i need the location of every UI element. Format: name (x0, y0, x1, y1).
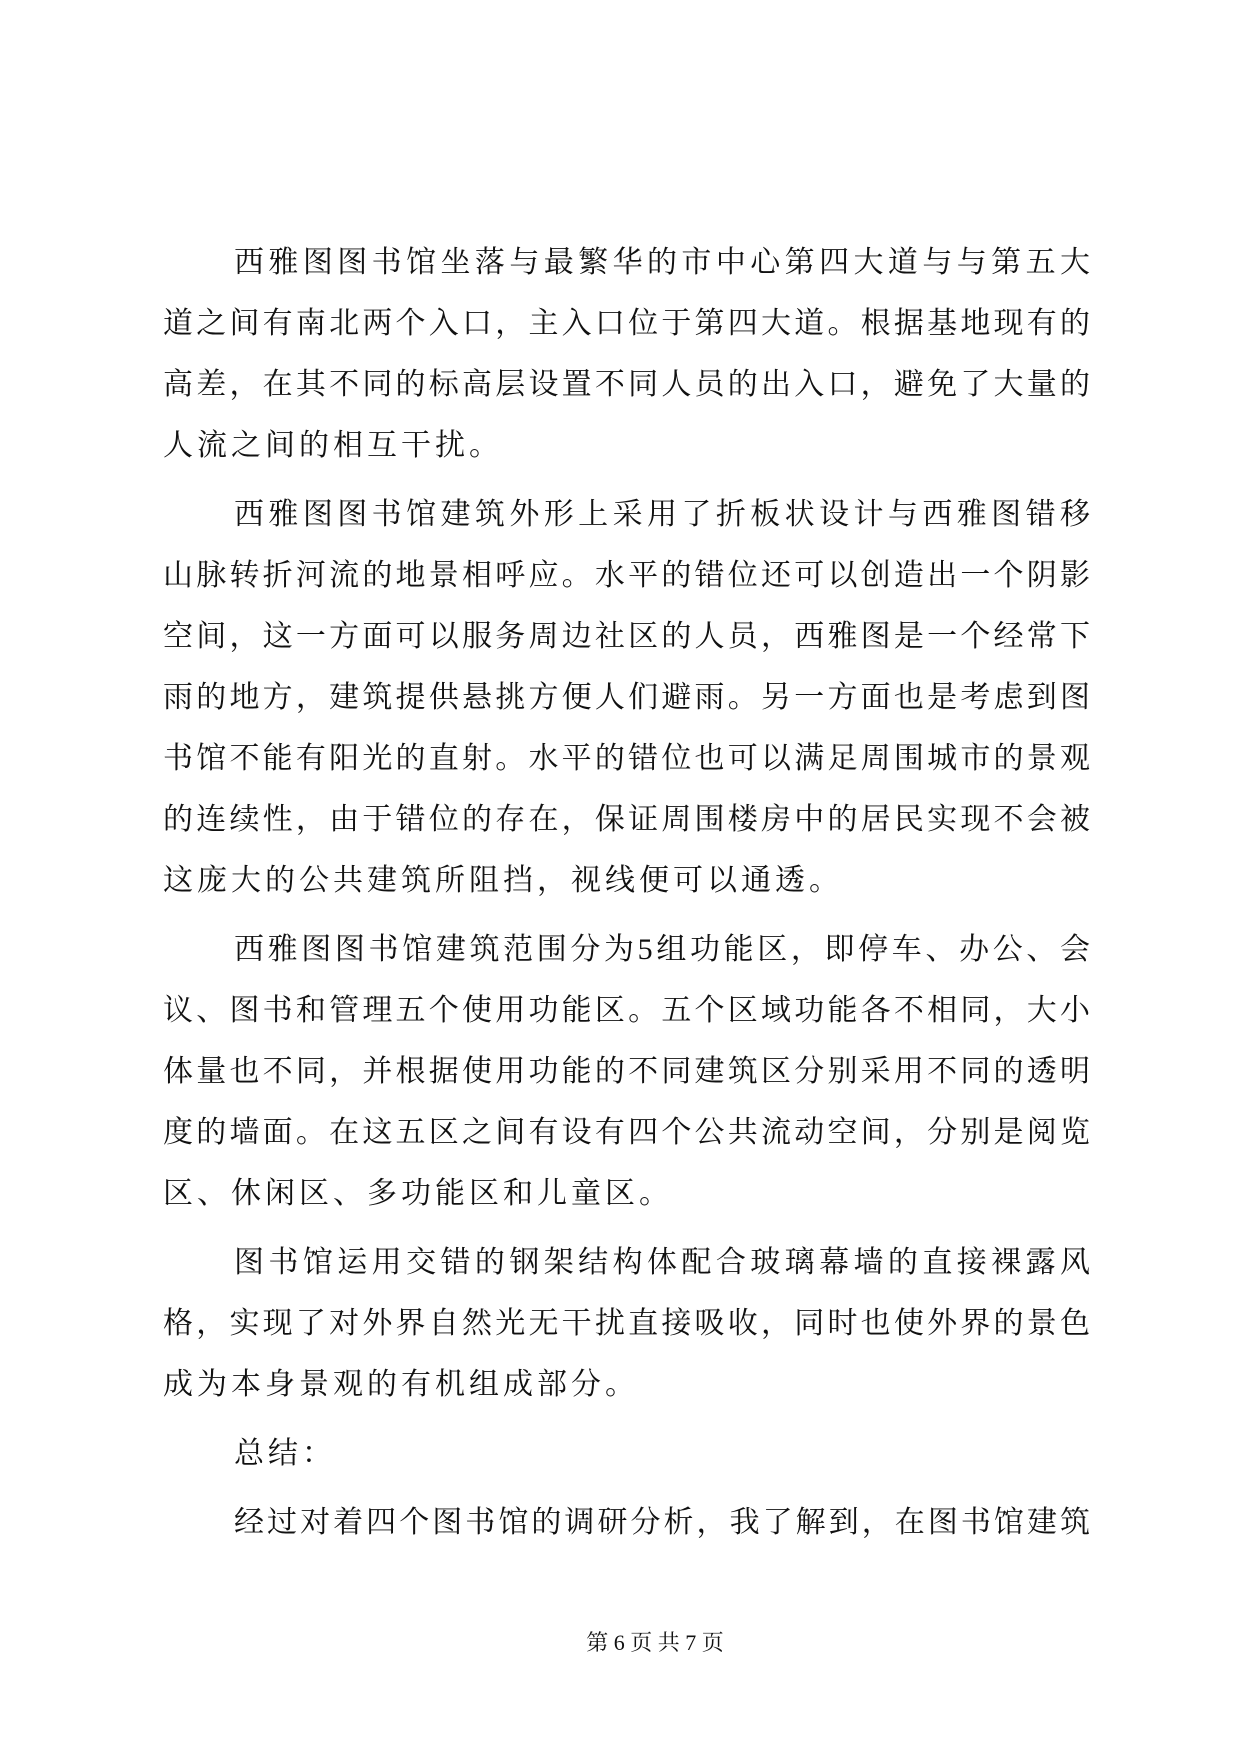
text-line: 图书馆运用交错的钢架结构体配合玻璃幕墙的直接裸露风 (234, 1246, 1090, 1279)
text-line: 这庞大的公共建筑所阻挡，视线便可以通透。 (163, 864, 843, 897)
section-heading (163, 1423, 1090, 1484)
text-line: 书馆不能有阳光的直射。水平的错位也可以满足周围城市的景观 (163, 742, 1090, 775)
text-line: 空间，这一方面可以服务周边社区的人员，西雅图是一个经常下 (163, 620, 1090, 653)
text-line: 议、图书和管理五个使用功能区。五个区域功能各不相同，大小 (163, 994, 1090, 1027)
paragraph (163, 484, 1090, 911)
text-line: 道之间有南北两个入口，主入口位于第四大道。根据基地现有的 (163, 307, 1090, 340)
text-line: 成为本身景观的有机组成部分。 (163, 1368, 639, 1401)
page-footer: 第 6 页 共 7 页 (586, 1630, 724, 1655)
text-line: 区、休闲区、多功能区和儿童区。 (163, 1177, 673, 1210)
text-line: 的连续性，由于错位的存在，保证周围楼房中的居民实现不会被 (163, 803, 1090, 836)
text-line: 格，实现了对外界自然光无干扰直接吸收，同时也使外界的景色 (163, 1307, 1090, 1340)
document-body (163, 232, 1090, 1561)
text-line: 雨的地方，建筑提供悬挑方便人们避雨。另一方面也是考虑到图 (163, 681, 1090, 714)
text-line: 高差，在其不同的标高层设置不同人员的出入口，避免了大量的 (163, 368, 1090, 401)
text-line: 山脉转折河流的地景相呼应。水平的错位还可以创造出一个阴影 (163, 559, 1090, 592)
text-line: 度的墙面。在这五区之间有设有四个公共流动空间，分别是阅览 (163, 1116, 1090, 1149)
paragraph (163, 232, 1090, 476)
text-line: 经过对着四个图书馆的调研分析，我了解到，在图书馆建筑 (234, 1506, 1090, 1539)
summary-heading: 总结： (234, 1437, 336, 1470)
paragraph (163, 1232, 1090, 1415)
text-line: 西雅图图书馆建筑外形上采用了折板状设计与西雅图错移 (234, 498, 1090, 531)
paragraph (163, 1492, 1090, 1553)
text-line: 体量也不同，并根据使用功能的不同建筑区分别采用不同的透明 (163, 1055, 1090, 1088)
text-line: 西雅图图书馆建筑范围分为5组功能区，即停车、办公、会 (234, 933, 1090, 966)
text-line: 西雅图图书馆坐落与最繁华的市中心第四大道与与第五大 (234, 246, 1090, 279)
text-line: 人流之间的相互干扰。 (163, 429, 503, 462)
paragraph (163, 919, 1090, 1224)
